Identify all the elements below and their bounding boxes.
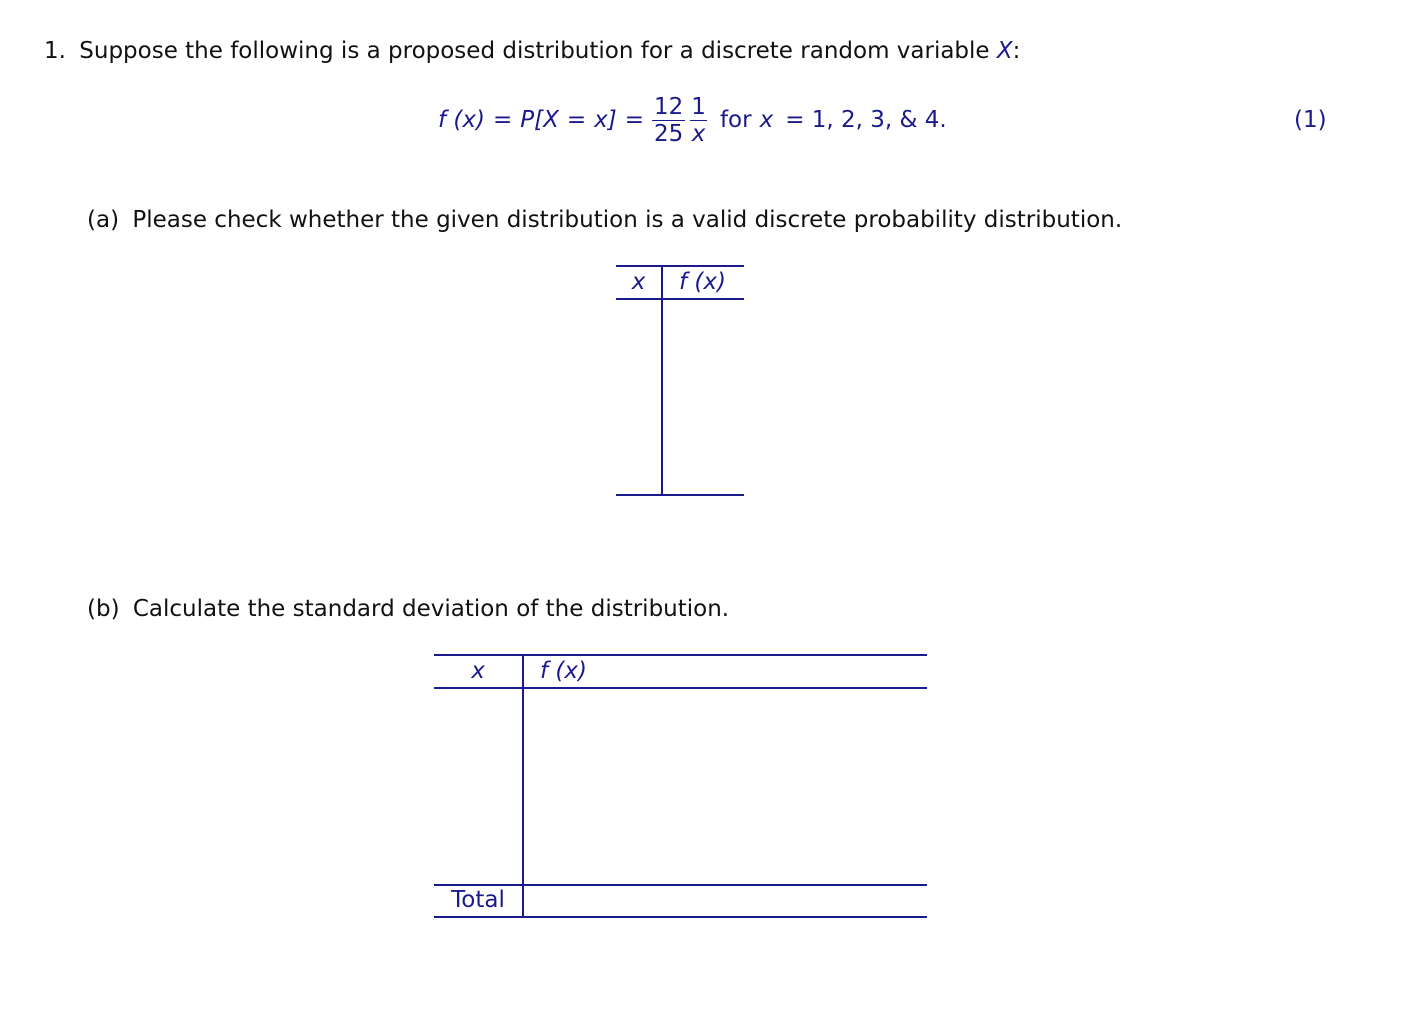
table-a-header-x: x [631, 269, 646, 295]
distribution-equation [438, 90, 947, 150]
eq-values: = 1, 2, 3, & 4. [785, 107, 947, 133]
question-variable: X [996, 38, 1013, 64]
table-a-column-divider [661, 266, 663, 495]
part-a-line [87, 206, 1122, 234]
part-b-label: (b) [87, 596, 120, 622]
fraction-12-25 [652, 94, 685, 147]
fraction-numerator: 12 [654, 93, 684, 120]
part-a-text: Please check whether the given distribution is a valid discrete probability distribution. [132, 207, 1123, 233]
fraction-denominator: 25 [654, 120, 684, 147]
fraction-numerator: 1 [691, 93, 706, 120]
part-b-text: Calculate the standard deviation of the distribution. [132, 596, 730, 622]
part-a-label: (a) [87, 207, 120, 233]
eq-prob-close: x] [594, 107, 617, 133]
eq-equals-1: = [492, 107, 513, 133]
table-b-header-rule [434, 687, 927, 689]
table-b-header-fx: f (x) [540, 658, 587, 684]
table-b-header-x: x [471, 658, 485, 684]
fraction-denominator: x [691, 120, 706, 147]
question-intro: Suppose the following is a proposed distribution for a discrete random variable [79, 38, 990, 64]
eq-equals-3: = [624, 107, 645, 133]
fraction-1-x [689, 94, 708, 147]
eq-equals-2: = [566, 107, 587, 133]
table-a-header-rule [616, 298, 744, 300]
eq-for-text: for [719, 107, 752, 133]
table-b-column-divider [522, 655, 524, 917]
table-a-header-fx: f (x) [679, 269, 726, 295]
table-b-top-rule [434, 654, 927, 656]
eq-for-var: x [759, 107, 774, 133]
table-a-bottom-rule [616, 494, 744, 496]
equation-label: (1) [1294, 107, 1327, 133]
question-colon: : [1012, 38, 1021, 64]
table-b-bottom-rule [434, 916, 927, 918]
question-line [44, 37, 1020, 65]
table-a-top-rule [616, 265, 744, 267]
eq-lhs: f (x) [438, 107, 485, 133]
table-b-total-label: Total [451, 887, 505, 913]
eq-prob-open: P[X [520, 107, 559, 133]
part-b-line [87, 595, 729, 623]
question-number: 1. [44, 38, 66, 64]
